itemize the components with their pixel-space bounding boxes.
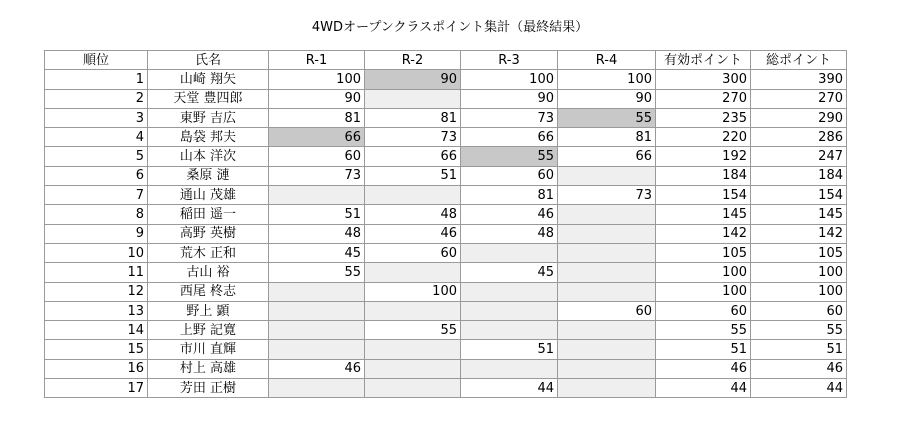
- column-header-r1: R-1: [269, 51, 365, 70]
- valid-points-cell: 270: [656, 89, 751, 108]
- rank-cell: 13: [45, 301, 148, 320]
- valid-points-cell: 192: [656, 147, 751, 166]
- round-4-cell: 100: [558, 70, 656, 89]
- total-points-cell: 51: [751, 340, 847, 359]
- rank-cell: 3: [45, 108, 148, 127]
- round-4-cell: [558, 282, 656, 301]
- round-3-cell: 60: [461, 166, 558, 185]
- round-2-cell: 60: [365, 243, 461, 262]
- table-row: [45, 243, 847, 262]
- valid-points-cell: 184: [656, 166, 751, 185]
- valid-points-cell: 44: [656, 379, 751, 398]
- round-1-cell: [269, 340, 365, 359]
- total-points-cell: 60: [751, 301, 847, 320]
- round-1-cell: 55: [269, 263, 365, 282]
- total-points-cell: 44: [751, 379, 847, 398]
- valid-points-cell: 100: [656, 263, 751, 282]
- column-header-rank: 順位: [45, 51, 148, 70]
- total-points-cell: 390: [751, 70, 847, 89]
- round-1-cell: 66: [269, 128, 365, 147]
- valid-points-cell: 51: [656, 340, 751, 359]
- total-points-cell: 142: [751, 224, 847, 243]
- name-cell: 山本 洋次: [148, 147, 269, 166]
- round-3-cell: 81: [461, 186, 558, 205]
- rank-cell: 11: [45, 263, 148, 282]
- round-3-cell: 55: [461, 147, 558, 166]
- total-points-cell: 55: [751, 321, 847, 340]
- total-points-cell: 270: [751, 89, 847, 108]
- name-cell: 村上 高雄: [148, 359, 269, 378]
- round-3-cell: [461, 321, 558, 340]
- name-cell: 天堂 豊四郎: [148, 89, 269, 108]
- total-points-cell: 100: [751, 282, 847, 301]
- round-1-cell: 46: [269, 359, 365, 378]
- round-1-cell: 48: [269, 224, 365, 243]
- round-4-cell: [558, 340, 656, 359]
- valid-points-cell: 105: [656, 243, 751, 262]
- valid-points-cell: 55: [656, 321, 751, 340]
- valid-points-cell: 220: [656, 128, 751, 147]
- name-cell: 桑原 漣: [148, 166, 269, 185]
- round-4-cell: 81: [558, 128, 656, 147]
- round-1-cell: 73: [269, 166, 365, 185]
- table-row: [45, 379, 847, 398]
- round-1-cell: 81: [269, 108, 365, 127]
- total-points-cell: 184: [751, 166, 847, 185]
- table-row: [45, 224, 847, 243]
- round-4-cell: 90: [558, 89, 656, 108]
- table-row: [45, 128, 847, 147]
- table-row: [45, 321, 847, 340]
- round-2-cell: 81: [365, 108, 461, 127]
- rank-cell: 10: [45, 243, 148, 262]
- column-header-valid-points: 有効ポイント: [656, 51, 751, 70]
- round-3-cell: 51: [461, 340, 558, 359]
- round-2-cell: [365, 89, 461, 108]
- name-cell: 高野 英樹: [148, 224, 269, 243]
- round-3-cell: 73: [461, 108, 558, 127]
- name-cell: 市川 直輝: [148, 340, 269, 359]
- rank-cell: 6: [45, 166, 148, 185]
- name-cell: 芳田 正樹: [148, 379, 269, 398]
- round-2-cell: 100: [365, 282, 461, 301]
- header-row: [45, 51, 847, 70]
- round-2-cell: 90: [365, 70, 461, 89]
- round-3-cell: 48: [461, 224, 558, 243]
- round-1-cell: [269, 186, 365, 205]
- table-row: [45, 282, 847, 301]
- rank-cell: 2: [45, 89, 148, 108]
- round-4-cell: [558, 321, 656, 340]
- round-4-cell: [558, 166, 656, 185]
- round-4-cell: [558, 224, 656, 243]
- rank-cell: 5: [45, 147, 148, 166]
- round-2-cell: [365, 340, 461, 359]
- round-3-cell: [461, 243, 558, 262]
- name-cell: 上野 記寛: [148, 321, 269, 340]
- total-points-cell: 46: [751, 359, 847, 378]
- table-row: [45, 186, 847, 205]
- rank-cell: 15: [45, 340, 148, 359]
- round-4-cell: [558, 263, 656, 282]
- round-4-cell: 55: [558, 108, 656, 127]
- round-2-cell: 55: [365, 321, 461, 340]
- column-header-r3: R-3: [461, 51, 558, 70]
- round-1-cell: 45: [269, 243, 365, 262]
- name-cell: 稲田 遥一: [148, 205, 269, 224]
- rank-cell: 12: [45, 282, 148, 301]
- standings-body: [45, 70, 847, 398]
- name-cell: 野上 顕: [148, 301, 269, 320]
- round-2-cell: [365, 263, 461, 282]
- table-row: [45, 301, 847, 320]
- round-2-cell: 66: [365, 147, 461, 166]
- rank-cell: 14: [45, 321, 148, 340]
- table-row: [45, 166, 847, 185]
- round-2-cell: 73: [365, 128, 461, 147]
- valid-points-cell: 100: [656, 282, 751, 301]
- table-row: [45, 205, 847, 224]
- total-points-cell: 100: [751, 263, 847, 282]
- name-cell: 荒木 正和: [148, 243, 269, 262]
- table-row: [45, 340, 847, 359]
- round-2-cell: [365, 186, 461, 205]
- column-header-r4: R-4: [558, 51, 656, 70]
- round-3-cell: [461, 301, 558, 320]
- table-row: [45, 89, 847, 108]
- round-3-cell: 45: [461, 263, 558, 282]
- table-row: [45, 359, 847, 378]
- round-1-cell: [269, 379, 365, 398]
- total-points-cell: 145: [751, 205, 847, 224]
- rank-cell: 1: [45, 70, 148, 89]
- round-3-cell: 90: [461, 89, 558, 108]
- round-2-cell: 51: [365, 166, 461, 185]
- round-3-cell: 46: [461, 205, 558, 224]
- round-1-cell: 51: [269, 205, 365, 224]
- round-3-cell: 44: [461, 379, 558, 398]
- round-3-cell: [461, 282, 558, 301]
- round-2-cell: 48: [365, 205, 461, 224]
- round-3-cell: [461, 359, 558, 378]
- name-cell: 通山 茂雄: [148, 186, 269, 205]
- rank-cell: 7: [45, 186, 148, 205]
- rank-cell: 8: [45, 205, 148, 224]
- round-4-cell: 66: [558, 147, 656, 166]
- table-row: [45, 108, 847, 127]
- round-4-cell: [558, 379, 656, 398]
- total-points-cell: 286: [751, 128, 847, 147]
- round-4-cell: [558, 205, 656, 224]
- total-points-cell: 154: [751, 186, 847, 205]
- round-4-cell: [558, 359, 656, 378]
- round-1-cell: [269, 301, 365, 320]
- valid-points-cell: 235: [656, 108, 751, 127]
- valid-points-cell: 154: [656, 186, 751, 205]
- rank-cell: 16: [45, 359, 148, 378]
- valid-points-cell: 145: [656, 205, 751, 224]
- valid-points-cell: 142: [656, 224, 751, 243]
- column-header-total-points: 総ポイント: [751, 51, 847, 70]
- table-row: [45, 263, 847, 282]
- round-4-cell: 73: [558, 186, 656, 205]
- round-2-cell: [365, 301, 461, 320]
- name-cell: 西尾 柊志: [148, 282, 269, 301]
- round-2-cell: 46: [365, 224, 461, 243]
- round-1-cell: [269, 321, 365, 340]
- name-cell: 山崎 翔矢: [148, 70, 269, 89]
- round-1-cell: 90: [269, 89, 365, 108]
- name-cell: 古山 裕: [148, 263, 269, 282]
- valid-points-cell: 46: [656, 359, 751, 378]
- total-points-cell: 290: [751, 108, 847, 127]
- round-1-cell: 60: [269, 147, 365, 166]
- page-title: 4WDオープンクラスポイント集計（最終結果）: [311, 20, 589, 35]
- round-1-cell: 100: [269, 70, 365, 89]
- column-header-name: 氏名: [148, 51, 269, 70]
- rank-cell: 17: [45, 379, 148, 398]
- column-header-r2: R-2: [365, 51, 461, 70]
- table-row: [45, 147, 847, 166]
- standings-table: [44, 50, 847, 398]
- round-4-cell: [558, 243, 656, 262]
- table-row: [45, 70, 847, 89]
- round-3-cell: 66: [461, 128, 558, 147]
- name-cell: 東野 吉広: [148, 108, 269, 127]
- total-points-cell: 105: [751, 243, 847, 262]
- rank-cell: 4: [45, 128, 148, 147]
- round-2-cell: [365, 379, 461, 398]
- total-points-cell: 247: [751, 147, 847, 166]
- round-3-cell: 100: [461, 70, 558, 89]
- name-cell: 島袋 邦夫: [148, 128, 269, 147]
- round-1-cell: [269, 282, 365, 301]
- round-4-cell: 60: [558, 301, 656, 320]
- valid-points-cell: 60: [656, 301, 751, 320]
- rank-cell: 9: [45, 224, 148, 243]
- valid-points-cell: 300: [656, 70, 751, 89]
- round-2-cell: [365, 359, 461, 378]
